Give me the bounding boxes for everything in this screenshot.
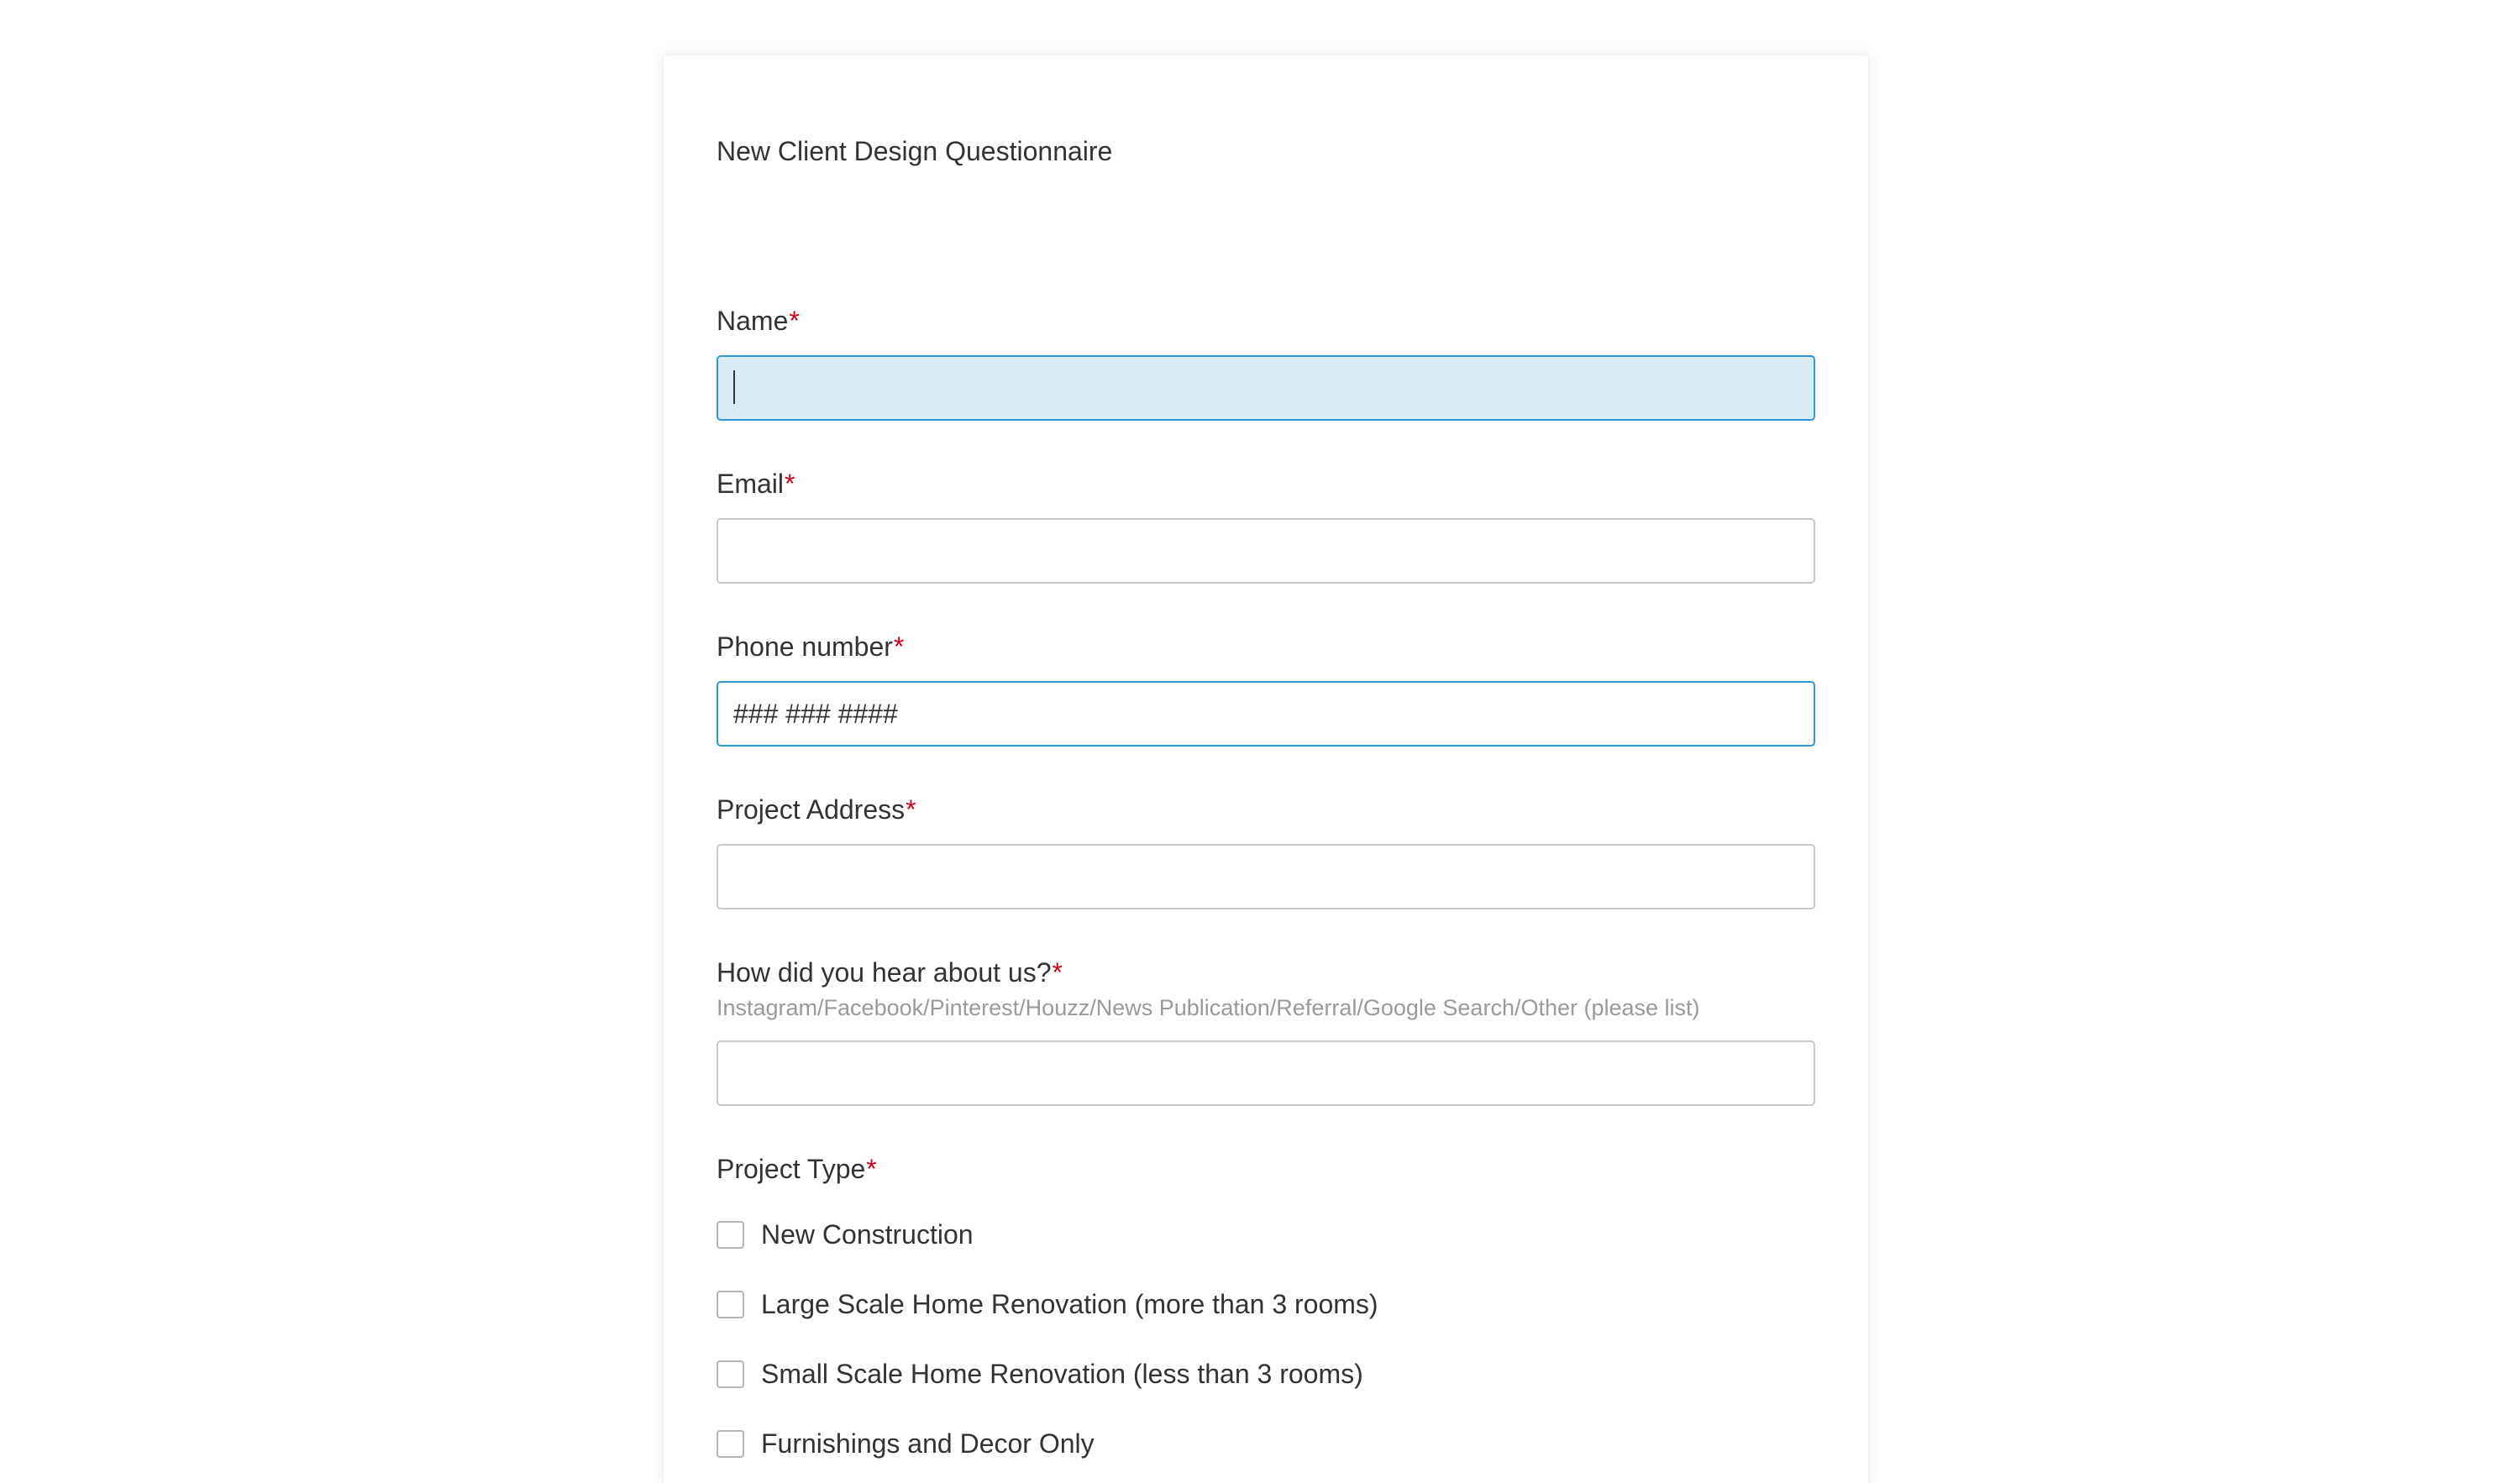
address-input[interactable] — [717, 844, 1815, 909]
phone-label — [717, 630, 904, 663]
option-small-scale-renovation[interactable] — [717, 1357, 1363, 1391]
checkbox[interactable] — [717, 1430, 744, 1458]
email-input[interactable] — [717, 518, 1815, 584]
name-field-wrapper — [664, 355, 1868, 421]
address-label-text: Project Address — [717, 794, 906, 825]
phone-input[interactable] — [717, 681, 1815, 747]
email-label-text: Email — [717, 469, 785, 499]
required-marker: * — [906, 794, 916, 825]
phone-label-text: Phone number — [717, 631, 893, 662]
option-furnishings-decor[interactable] — [717, 1427, 1095, 1460]
form-title: New Client Design Questionnaire — [717, 136, 1113, 166]
referral-label — [717, 956, 1063, 989]
project-type-label-text: Project Type — [717, 1154, 866, 1184]
referral-input[interactable] — [717, 1040, 1815, 1106]
name-label — [717, 304, 800, 338]
referral-hint: Instagram/Facebook/Pinterest/Houzz/News Publication/Referral/Google Search/Other (please list) — [717, 995, 1700, 1020]
option-label: Furnishings and Decor Only — [761, 1428, 1095, 1459]
form-card — [664, 55, 1868, 1483]
checkbox[interactable] — [717, 1291, 744, 1318]
project-type-label — [717, 1152, 877, 1186]
text-caret — [733, 370, 735, 404]
required-marker: * — [893, 631, 905, 662]
option-new-construction[interactable] — [717, 1218, 974, 1251]
required-marker: * — [789, 306, 800, 336]
checkbox[interactable] — [717, 1221, 744, 1249]
referral-label-text: How did you hear about us? — [717, 957, 1052, 988]
email-label — [717, 467, 795, 500]
address-label — [717, 793, 916, 826]
required-marker: * — [1052, 957, 1063, 988]
option-label: New Construction — [761, 1219, 974, 1250]
option-label: Small Scale Home Renovation (less than 3 rooms) — [761, 1359, 1363, 1389]
name-input[interactable] — [717, 355, 1815, 421]
checkbox[interactable] — [717, 1360, 744, 1388]
required-marker: * — [785, 469, 795, 499]
option-label: Large Scale Home Renovation (more than 3 rooms) — [761, 1289, 1378, 1319]
name-label-text: Name — [717, 306, 789, 336]
option-large-scale-renovation[interactable] — [717, 1287, 1378, 1321]
required-marker: * — [866, 1154, 877, 1184]
